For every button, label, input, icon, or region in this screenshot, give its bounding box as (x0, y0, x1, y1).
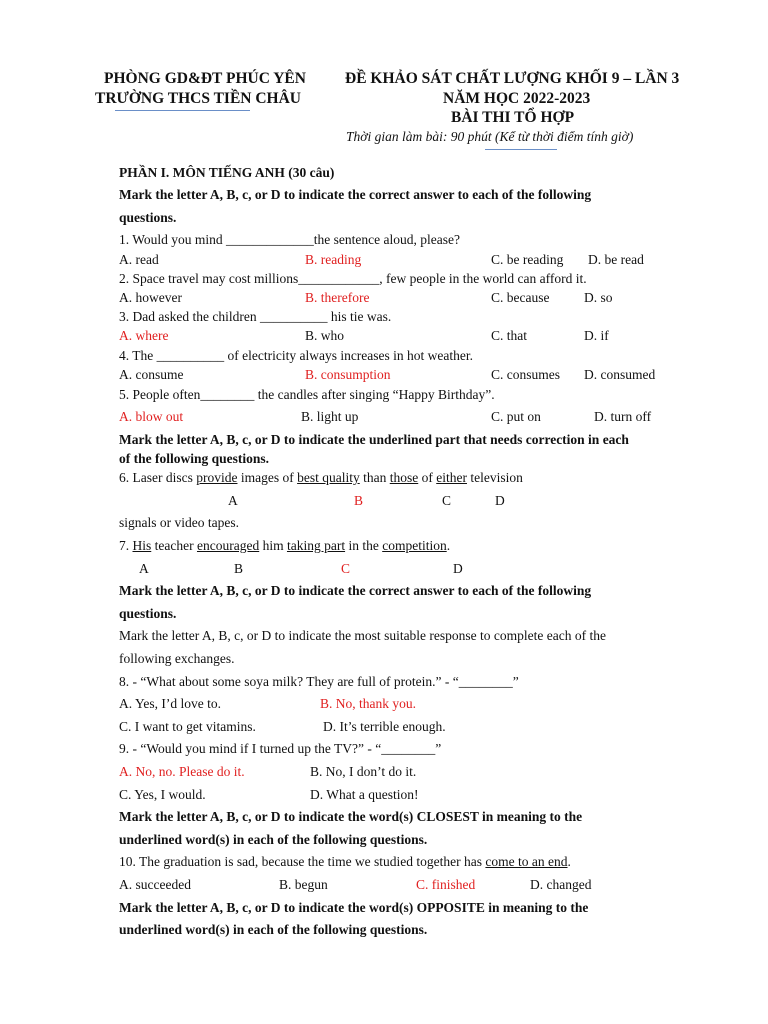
q3-option-c: C. that (491, 328, 527, 343)
instruction-correct-answer-cont: questions. (119, 210, 177, 225)
q9-option-b: B. No, I don’t do it. (310, 764, 417, 779)
question-7-stem (119, 538, 450, 554)
q6-label-a: A (228, 493, 238, 508)
q6-text-1: 6. Laser discs (119, 470, 197, 485)
q7-label-c: C (341, 561, 351, 576)
q6-text-2: images of (237, 470, 298, 485)
q8-option-c: C. I want to get vitamins. (119, 719, 256, 734)
q8-option-a: A. Yes, I’d love to. (119, 696, 222, 711)
question-2-stem: 2. Space travel may cost millions____________, few people in the world can afford it. (119, 271, 587, 286)
exam-time (346, 129, 633, 145)
question-9-stem: 9. - “Would you mind if I turned up the TV?” - “________” (119, 741, 442, 756)
instruction-correction: Mark the letter A, B, c, or D to indicate the underlined part that needs correction in each (119, 432, 629, 447)
instruction-correction-cont: of the following questions. (119, 451, 270, 466)
q6-underline-d: either (436, 470, 467, 485)
question-8-stem: 8. - “What about some soya milk? They are full of protein.” - “________” (119, 674, 519, 689)
q7-text-1: 7. (119, 538, 133, 553)
q1-option-d: D. be read (588, 252, 644, 267)
question-1-stem: 1. Would you mind _____________the sentence aloud, please? (119, 232, 460, 247)
q6-underline-c: those (389, 470, 419, 485)
question-10-stem (119, 854, 571, 870)
school-name-underline (115, 110, 250, 111)
section-title: PHẦN I. MÔN TIẾNG ANH (30 câu) (119, 165, 335, 180)
q6-label-c: C (442, 493, 452, 508)
q6-label-d: D (495, 493, 505, 508)
school-name: TRƯỜNG THCS TIỀN CHÂU (95, 90, 301, 107)
q10-option-c: C. finished (416, 877, 476, 892)
q3-option-b: B. who (305, 328, 345, 343)
q5-option-a: A. blow out (119, 409, 184, 424)
q7-text-5: . (446, 538, 451, 553)
q1-option-c: C. be reading (491, 252, 564, 267)
q8-option-d: D. It’s terrible enough. (323, 719, 446, 734)
q6-text-4: of (418, 470, 437, 485)
q10-option-a: A. succeeded (119, 877, 191, 892)
q5-option-c: C. put on (491, 409, 541, 424)
question-6-stem (119, 470, 523, 486)
q10-option-d: D. changed (530, 877, 592, 892)
q7-underline-d: competition (382, 538, 447, 553)
q7-label-d: D (453, 561, 463, 576)
exam-time-value: 90 phút (Kể từ thời điểm tính giờ) (450, 129, 634, 144)
question-4-stem: 4. The __________ of electricity always increases in hot weather. (119, 348, 474, 363)
instruction-closest-cont: underlined word(s) in each of the following questions. (119, 832, 428, 847)
q4-option-d: D. consumed (584, 367, 656, 382)
q7-label-a: A (139, 561, 149, 576)
q6-text-5: television (466, 470, 523, 485)
exam-time-prefix: Thời gian làm bài: (346, 129, 451, 144)
instruction-correct-answer: Mark the letter A, B, c, or D to indicate the correct answer to each of the following (119, 187, 592, 202)
instruction-response-cont: following exchanges. (119, 651, 235, 666)
q10-option-b: B. begun (279, 877, 328, 892)
q2-option-b: B. therefore (305, 290, 370, 305)
q4-option-b: B. consumption (305, 367, 391, 382)
q6-text-3: than (359, 470, 390, 485)
q9-option-a: A. No, no. Please do it. (119, 764, 245, 779)
instruction-response: Mark the letter A, B, c, or D to indicate the most suitable response to complete each of the (119, 628, 606, 643)
q7-underline-a: His (132, 538, 152, 553)
q7-text-4: in the (345, 538, 383, 553)
q6-stem-cont: signals or video tapes. (119, 515, 239, 530)
school-year: NĂM HỌC 2022-2023 (443, 90, 591, 107)
instruction-opposite-cont: underlined word(s) in each of the following questions. (119, 922, 428, 937)
question-3-stem: 3. Dad asked the children __________ his tie was. (119, 309, 392, 324)
q7-label-b: B (234, 561, 244, 576)
instruction-correct-answer-2: Mark the letter A, B, c, or D to indicate the correct answer to each of the following (119, 583, 592, 598)
school-department: PHÒNG GD&ĐT PHÚC YÊN (104, 70, 306, 87)
instruction-opposite: Mark the letter A, B, c, or D to indicate the word(s) OPPOSITE in meaning to the (119, 900, 589, 915)
q2-option-d: D. so (584, 290, 613, 305)
q4-option-a: A. consume (119, 367, 184, 382)
q6-underline-a: provide (196, 470, 238, 485)
q1-option-a: A. read (119, 252, 159, 267)
q7-text-3: him (259, 538, 287, 553)
q5-option-d: D. turn off (594, 409, 652, 424)
exam-time-underline (485, 149, 557, 150)
q10-underline: come to an end (485, 854, 568, 869)
q7-text-2: teacher (151, 538, 197, 553)
q6-underline-b: best quality (297, 470, 360, 485)
instruction-closest: Mark the letter A, B, c, or D to indicate the word(s) CLOSEST in meaning to the (119, 809, 583, 824)
q2-option-c: C. because (491, 290, 550, 305)
q7-underline-c: taking part (286, 538, 346, 553)
q10-text-1: 10. The graduation is sad, because the time we studied together has (119, 854, 486, 869)
q3-option-d: D. if (584, 328, 609, 343)
q3-option-a: A. where (119, 328, 169, 343)
q9-option-c: C. Yes, I would. (119, 787, 206, 802)
q8-option-b: B. No, thank you. (320, 696, 416, 711)
q9-option-d: D. What a question! (310, 787, 419, 802)
exam-title: ĐỀ KHẢO SÁT CHẤT LƯỢNG KHỐI 9 – LẦN 3 (345, 70, 680, 87)
question-5-stem: 5. People often________ the candles after singing “Happy Birthday”. (119, 387, 495, 402)
q5-option-b: B. light up (301, 409, 359, 424)
q4-option-c: C. consumes (491, 367, 560, 382)
q6-label-b: B (354, 493, 364, 508)
exam-subject: BÀI THI TỔ HỢP (451, 109, 575, 126)
q10-text-2: . (567, 854, 571, 869)
q2-option-a: A. however (119, 290, 182, 305)
q7-underline-b: encouraged (196, 538, 260, 553)
q1-option-b: B. reading (305, 252, 362, 267)
instruction-correct-answer-2-cont: questions. (119, 606, 177, 621)
